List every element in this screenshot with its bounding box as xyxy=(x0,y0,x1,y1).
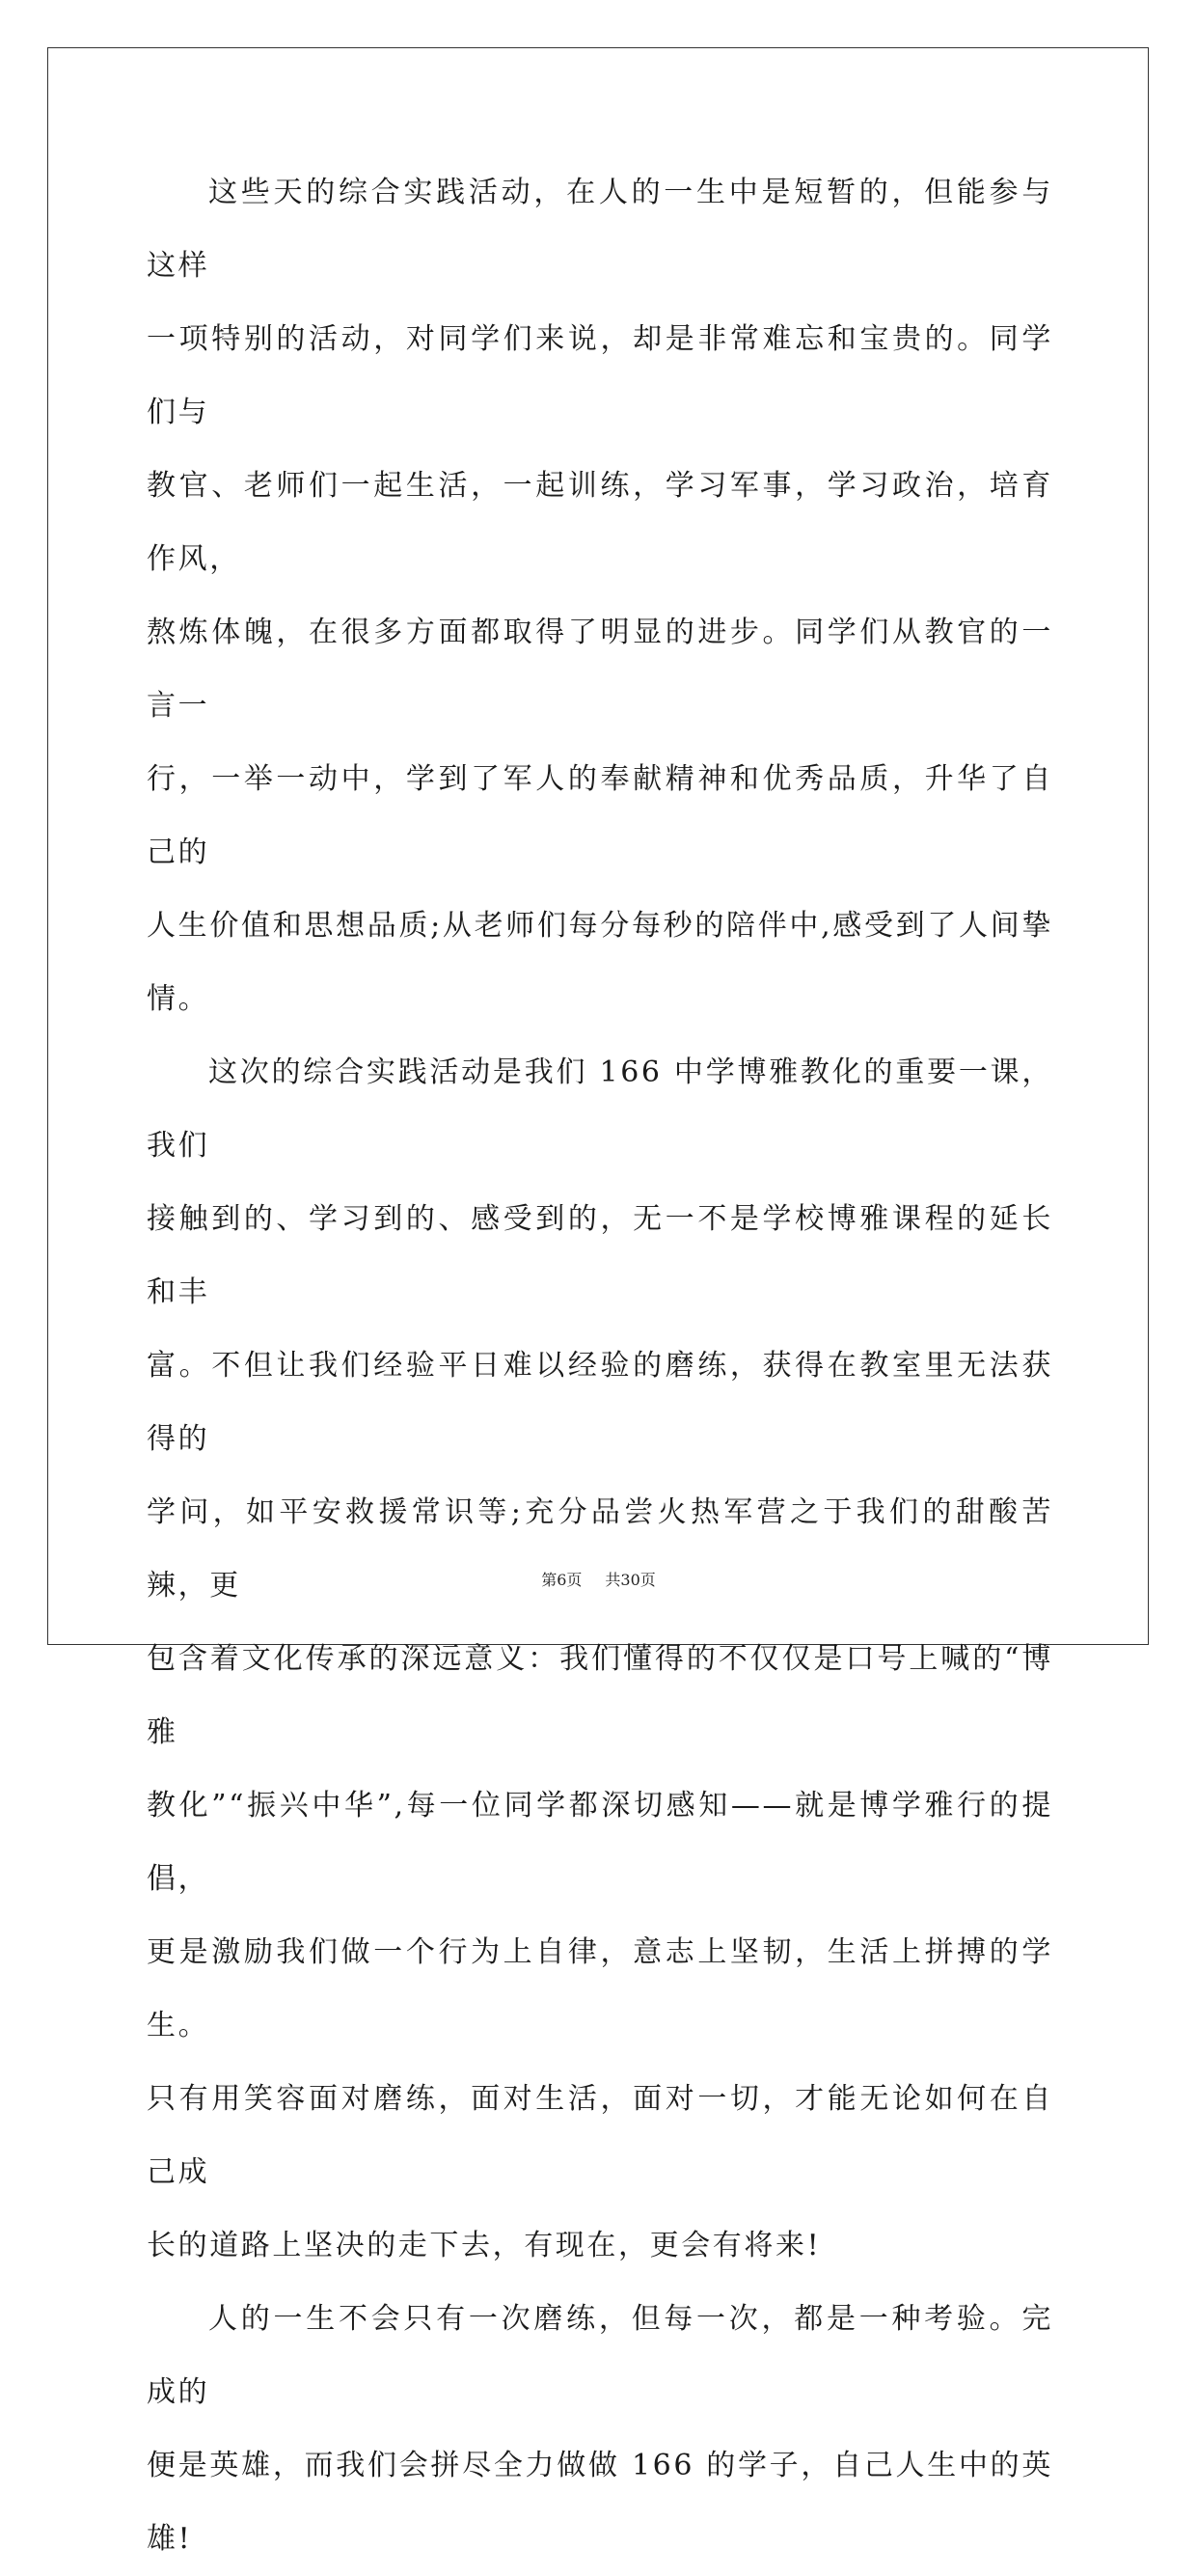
text-line: 长的道路上坚决的走下去，有现在，更会有将来! xyxy=(147,2229,822,2262)
text-line: 这次的综合实践活动是我们 166 中学博雅教化的重要一课，我们 xyxy=(147,1055,1053,1163)
text-line: 这些天的综合实践活动，在人的一生中是短暂的，但能参与这样 xyxy=(147,176,1053,283)
text-line: 行，一举一动中，学到了军人的奉献精神和优秀品质，升华了自己的 xyxy=(147,762,1053,869)
text-line: 更是激励我们做一个行为上自律，意志上坚韧，生活上拼搏的学生。 xyxy=(147,1935,1053,2042)
text-line: 一项特别的活动，对同学们来说，却是非常难忘和宝贵的。同学们与 xyxy=(147,322,1053,429)
text-line: 人生价值和思想品质;从老师们每分每秒的陪伴中,感受到了人间挚情。 xyxy=(147,909,1053,1016)
text-line: 富。不但让我们经验平日难以经验的磨练，获得在教室里无法获得的 xyxy=(147,1349,1053,1456)
text-line: 熬炼体魄，在很多方面都取得了明显的进步。同学们从教官的一言一 xyxy=(147,616,1053,723)
text-line: 人的一生不会只有一次磨练，但每一次，都是一种考验。完成的 xyxy=(147,2302,1053,2409)
text-line: 只有用笑容面对磨练，面对生活，面对一切，才能无论如何在自己成 xyxy=(147,2082,1053,2189)
text-line: 教官、老师们一起生活，一起训练，学习军事，学习政治，培育作风， xyxy=(147,469,1053,576)
page-footer xyxy=(0,1568,1197,1590)
text-line: 教化”“振兴中华”,每一位同学都深切感知——就是博学雅行的提倡， xyxy=(147,1789,1053,1896)
document-body xyxy=(147,156,1053,2576)
text-line: 学问，如平安救援常识等;充分品尝火热军营之于我们的甜酸苦辣，更 xyxy=(147,1495,1053,1603)
text-line: 便是英雄，而我们会拼尽全力做做 166 的学子，自己人生中的英雄! xyxy=(147,2449,1053,2556)
page-number: 第6页 xyxy=(541,1571,583,1589)
page-total: 共30页 xyxy=(605,1571,656,1589)
text-line: 接触到的、学习到的、感受到的，无一不是学校博雅课程的延长和丰 xyxy=(147,1202,1053,1309)
text-line: 包含着文化传承的深远意义：我们懂得的不仅仅是口号上喊的“博雅 xyxy=(147,1642,1053,1749)
